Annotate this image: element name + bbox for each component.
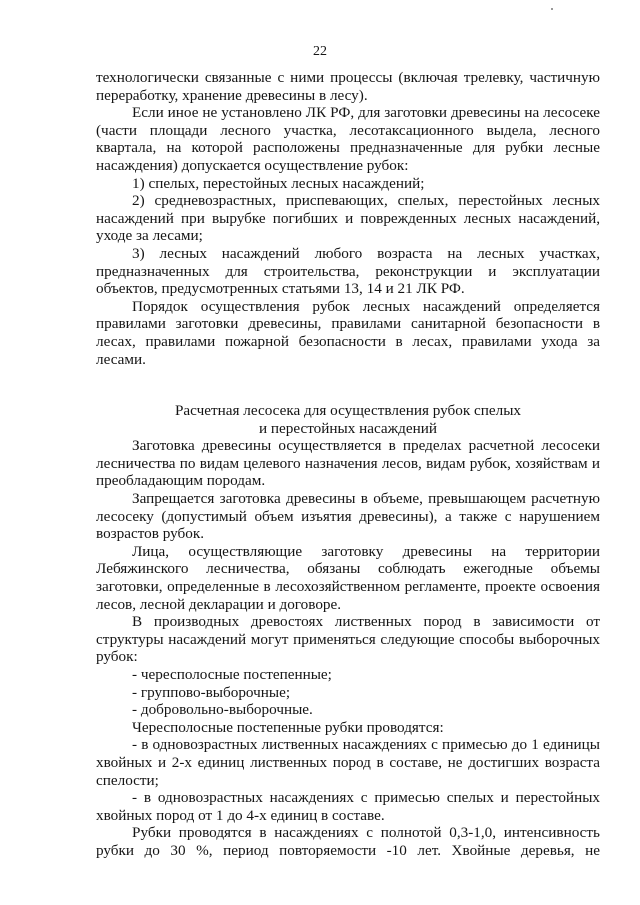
- list-item-group-selective: - группово-выборочные;: [132, 683, 291, 701]
- document-body: [96, 69, 600, 860]
- section-title: [96, 402, 600, 437]
- paragraph-strip-intro: Чересполосные постепенные рубки проводятся:: [132, 718, 444, 736]
- section-title-line-2: и перестойных насаждений: [258, 419, 437, 437]
- list-item-voluntary-selective: - добровольно-выборочные.: [132, 701, 313, 719]
- list-item-1: 1) спелых, перестойных лесных насаждений;: [132, 174, 425, 192]
- paragraph-continuation: технологически связанные с ними процессы (включая трелевку, частичную переработку, хранение древесины в лесу).: [96, 69, 600, 104]
- paragraph-procedure: Порядок осуществления рубок лесных насаждений определяется правилами заготовки древесины, правилами санитарной безопасности в лесах, правилами пожарной безопасности в лесах, правилами ухода за лесами.: [96, 297, 600, 368]
- list-item-strip-gradual: - чересполосные постепенные;: [132, 666, 332, 683]
- paragraph-density-intensity: Рубки проводятся в насаждениях с полнотой 0,3-1,0, интенсивность рубки до 30 %, период повторяемости -10 лет. Хвойные деревья, не: [96, 824, 600, 859]
- paragraph-obligations: Лица, осуществляющие заготовку древесины на территории Лебяжинского лесничества, обязаны соблюдать ежегодные объемы заготовки, определенные в лесохозяйственном регламенте, проекте освоения лесов, лесной декларации и договоре.: [96, 542, 600, 613]
- section-title-line-1: Расчетная лесосека для осуществления рубок спелых: [174, 402, 522, 420]
- scan-dot: [551, 8, 553, 10]
- list-item-mixed-stands: - в одновозрастных насаждениях с примесью спелых и перестойных хвойных пород от 1 до 4-х единиц в составе.: [96, 789, 600, 824]
- paragraph-prohibition: Запрещается заготовка древесины в объеме, превышающем расчетную лесосеку (допустимый объем изъятия древесины), а также с нарушением возрастов рубок.: [96, 490, 600, 543]
- list-item-deciduous-stands: - в одновозрастных лиственных насаждениях с примесью до 1 единицы хвойных и 2-х единиц лиственных пород в составе, не достигших возраста спелости;: [96, 736, 600, 789]
- page-number: 22: [313, 44, 327, 59]
- list-item-3: 3) лесных насаждений любого возраста на лесных участках, предназначенных для строительства, реконструкции и эксплуатации объектов, предусмотренных статьями 13, 14 и 21 ЛК РФ.: [96, 244, 600, 298]
- paragraph-logging-conditions: Если иное не установлено ЛК РФ, для заготовки древесины на лесосеке (части площади лесного участка, лесотаксационного выдела, лесного квартала, на которой расположены предназначенные для рубки лесные насаждения) допускается осуществление рубок:: [96, 104, 600, 174]
- paragraph-selective-methods: В производных древостоях лиственных пород в зависимости от структуры насаждений могут применяться следующие способы выборочных рубок:: [96, 613, 600, 666]
- paragraph-harvesting-limits: Заготовка древесины осуществляется в пределах расчетной лесосеки лесничества по видам целевого назначения лесов, видам рубок, хозяйствам и преобладающим породам.: [96, 437, 600, 490]
- section-gap: [96, 368, 600, 386]
- list-item-2: 2) средневозрастных, приспевающих, спелых, перестойных лесных насаждений при вырубке погибших и поврежденных лесных насаждений, уходе за лесами;: [96, 192, 600, 245]
